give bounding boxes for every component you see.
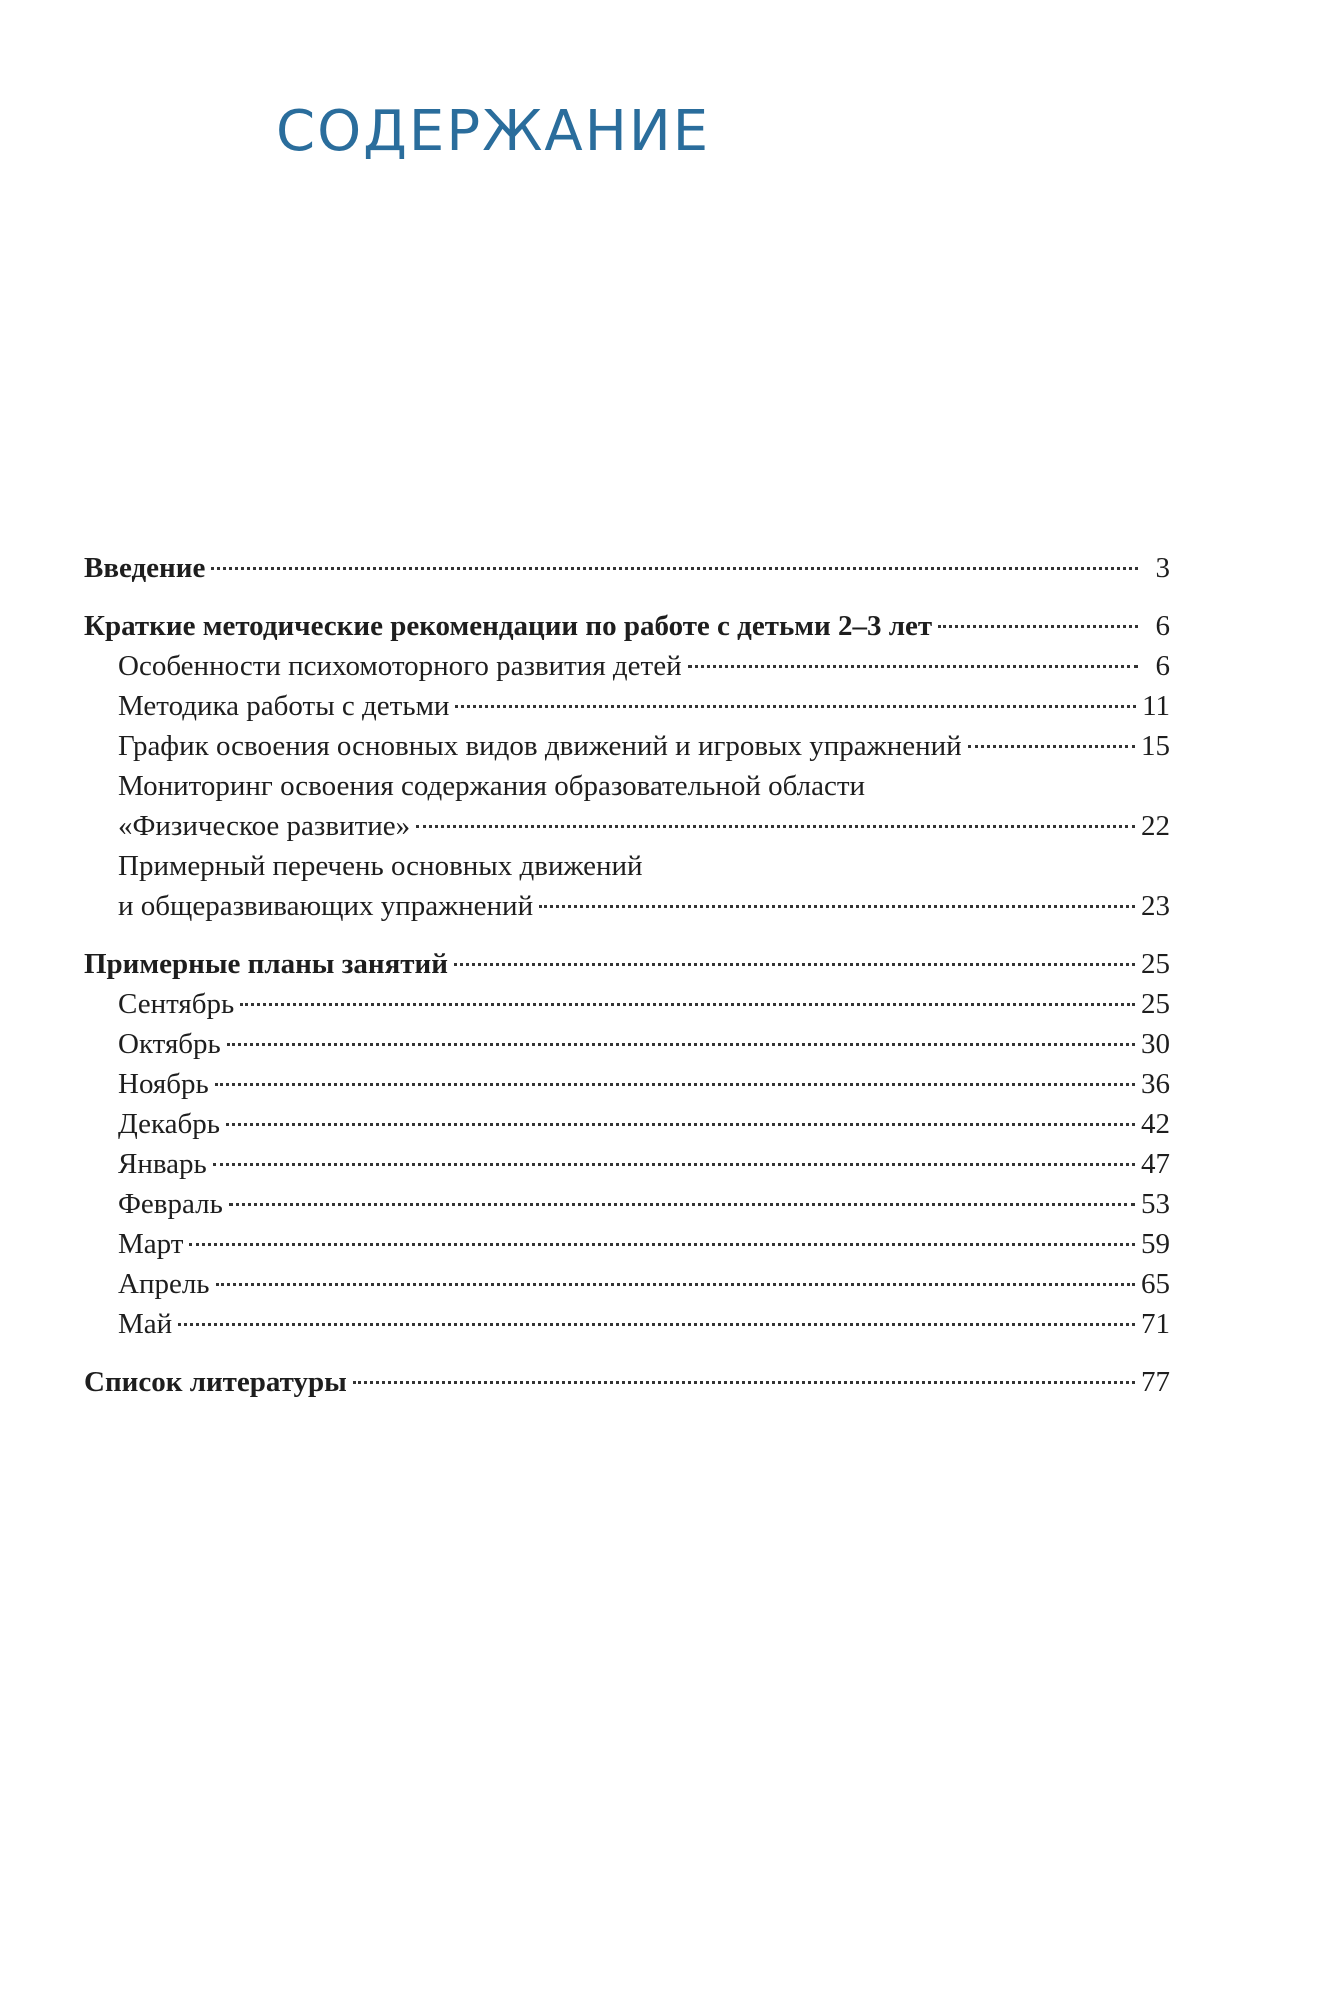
toc-entry-label: Декабрь bbox=[118, 1108, 221, 1140]
toc-entry-label: Май bbox=[118, 1308, 173, 1340]
toc-entry-label: Список литературы bbox=[84, 1366, 347, 1398]
toc-page-number: 11 bbox=[1142, 690, 1170, 722]
dot-leader bbox=[213, 1162, 1135, 1166]
toc-page-number: 53 bbox=[1141, 1188, 1170, 1220]
toc-entry-introduction[interactable] bbox=[84, 548, 1170, 588]
toc-entry-development[interactable] bbox=[84, 646, 1170, 686]
toc-page-number: 71 bbox=[1141, 1308, 1170, 1340]
dot-leader bbox=[455, 704, 1136, 708]
toc-entry-label: Апрель bbox=[118, 1268, 210, 1300]
dot-leader bbox=[215, 1082, 1135, 1086]
toc-entry-february[interactable] bbox=[84, 1184, 1170, 1224]
toc-page-number: 42 bbox=[1141, 1108, 1170, 1140]
dot-leader bbox=[539, 904, 1135, 908]
toc-page-number: 30 bbox=[1141, 1028, 1170, 1060]
toc-entry-label: «Физическое развитие» bbox=[118, 810, 411, 842]
dot-leader bbox=[688, 664, 1138, 668]
toc-page-number: 15 bbox=[1141, 730, 1170, 762]
dot-leader bbox=[226, 1122, 1135, 1126]
toc-entry-label: Февраль bbox=[118, 1188, 223, 1220]
toc-entry-may[interactable] bbox=[84, 1304, 1170, 1344]
toc-entry-references[interactable] bbox=[84, 1362, 1170, 1402]
dot-leader bbox=[211, 566, 1138, 570]
dot-leader bbox=[938, 624, 1138, 628]
toc-entry-label: Примерные планы занятий bbox=[84, 948, 448, 980]
toc-entry-label: Введение bbox=[84, 552, 206, 584]
toc-entry-label: График освоения основных видов движений и игровых упражнений bbox=[118, 730, 962, 762]
toc-entry-january[interactable] bbox=[84, 1144, 1170, 1184]
table-of-contents bbox=[84, 548, 1170, 1402]
toc-entry-lesson-plans[interactable] bbox=[84, 944, 1170, 984]
toc-entry-december[interactable] bbox=[84, 1104, 1170, 1144]
dot-leader bbox=[240, 1002, 1135, 1006]
toc-entry-october[interactable] bbox=[84, 1024, 1170, 1064]
toc-page-number: 36 bbox=[1141, 1068, 1170, 1100]
toc-entry-guidelines[interactable] bbox=[84, 606, 1170, 646]
dot-leader bbox=[227, 1042, 1135, 1046]
toc-entry-label: Март bbox=[118, 1228, 184, 1260]
toc-page-number: 23 bbox=[1141, 890, 1170, 922]
toc-page-number: 25 bbox=[1141, 948, 1170, 980]
page-title: СОДЕРЖАНИЕ bbox=[276, 99, 711, 164]
toc-entry-label: Январь bbox=[118, 1148, 207, 1180]
toc-entry-label: Сентябрь bbox=[118, 988, 235, 1020]
toc-page-number: 47 bbox=[1141, 1148, 1170, 1180]
dot-leader bbox=[454, 962, 1135, 966]
toc-page-number: 3 bbox=[1155, 552, 1170, 584]
dot-leader bbox=[189, 1242, 1135, 1246]
toc-page-number: 6 bbox=[1155, 650, 1170, 682]
dot-leader bbox=[178, 1322, 1135, 1326]
toc-entry-exercises[interactable] bbox=[84, 886, 1170, 926]
toc-entry-methodology[interactable] bbox=[84, 686, 1170, 726]
toc-page-number: 6 bbox=[1155, 610, 1170, 642]
toc-page-number: 77 bbox=[1141, 1366, 1170, 1398]
toc-entry-label: и общеразвивающих упражнений bbox=[118, 890, 534, 922]
toc-page-number: 22 bbox=[1141, 810, 1170, 842]
toc-entry-monitoring-line1[interactable]: Мониторинг освоения содержания образовательной области bbox=[118, 770, 866, 802]
toc-entry-label: Краткие методические рекомендации по работе с детьми 2–3 лет bbox=[84, 610, 933, 642]
toc-page-number: 59 bbox=[1141, 1228, 1170, 1260]
toc-page-number: 65 bbox=[1141, 1268, 1170, 1300]
toc-entry-label: Методика работы с детьми bbox=[118, 690, 450, 722]
toc-page-number: 25 bbox=[1141, 988, 1170, 1020]
dot-leader bbox=[216, 1282, 1135, 1286]
dot-leader bbox=[968, 744, 1135, 748]
toc-entry-exercises-line1[interactable]: Примерный перечень основных движений bbox=[118, 850, 643, 882]
toc-entry-march[interactable] bbox=[84, 1224, 1170, 1264]
dot-leader bbox=[416, 824, 1135, 828]
toc-entry-november[interactable] bbox=[84, 1064, 1170, 1104]
toc-entry-schedule[interactable] bbox=[84, 726, 1170, 766]
toc-entry-april[interactable] bbox=[84, 1264, 1170, 1304]
toc-entry-monitoring[interactable] bbox=[84, 806, 1170, 846]
dot-leader bbox=[229, 1202, 1135, 1206]
toc-entry-label: Особенности психомоторного развития детей bbox=[118, 650, 682, 682]
toc-entry-label: Ноябрь bbox=[118, 1068, 209, 1100]
toc-entry-september[interactable] bbox=[84, 984, 1170, 1024]
toc-entry-label: Октябрь bbox=[118, 1028, 221, 1060]
dot-leader bbox=[353, 1380, 1135, 1384]
